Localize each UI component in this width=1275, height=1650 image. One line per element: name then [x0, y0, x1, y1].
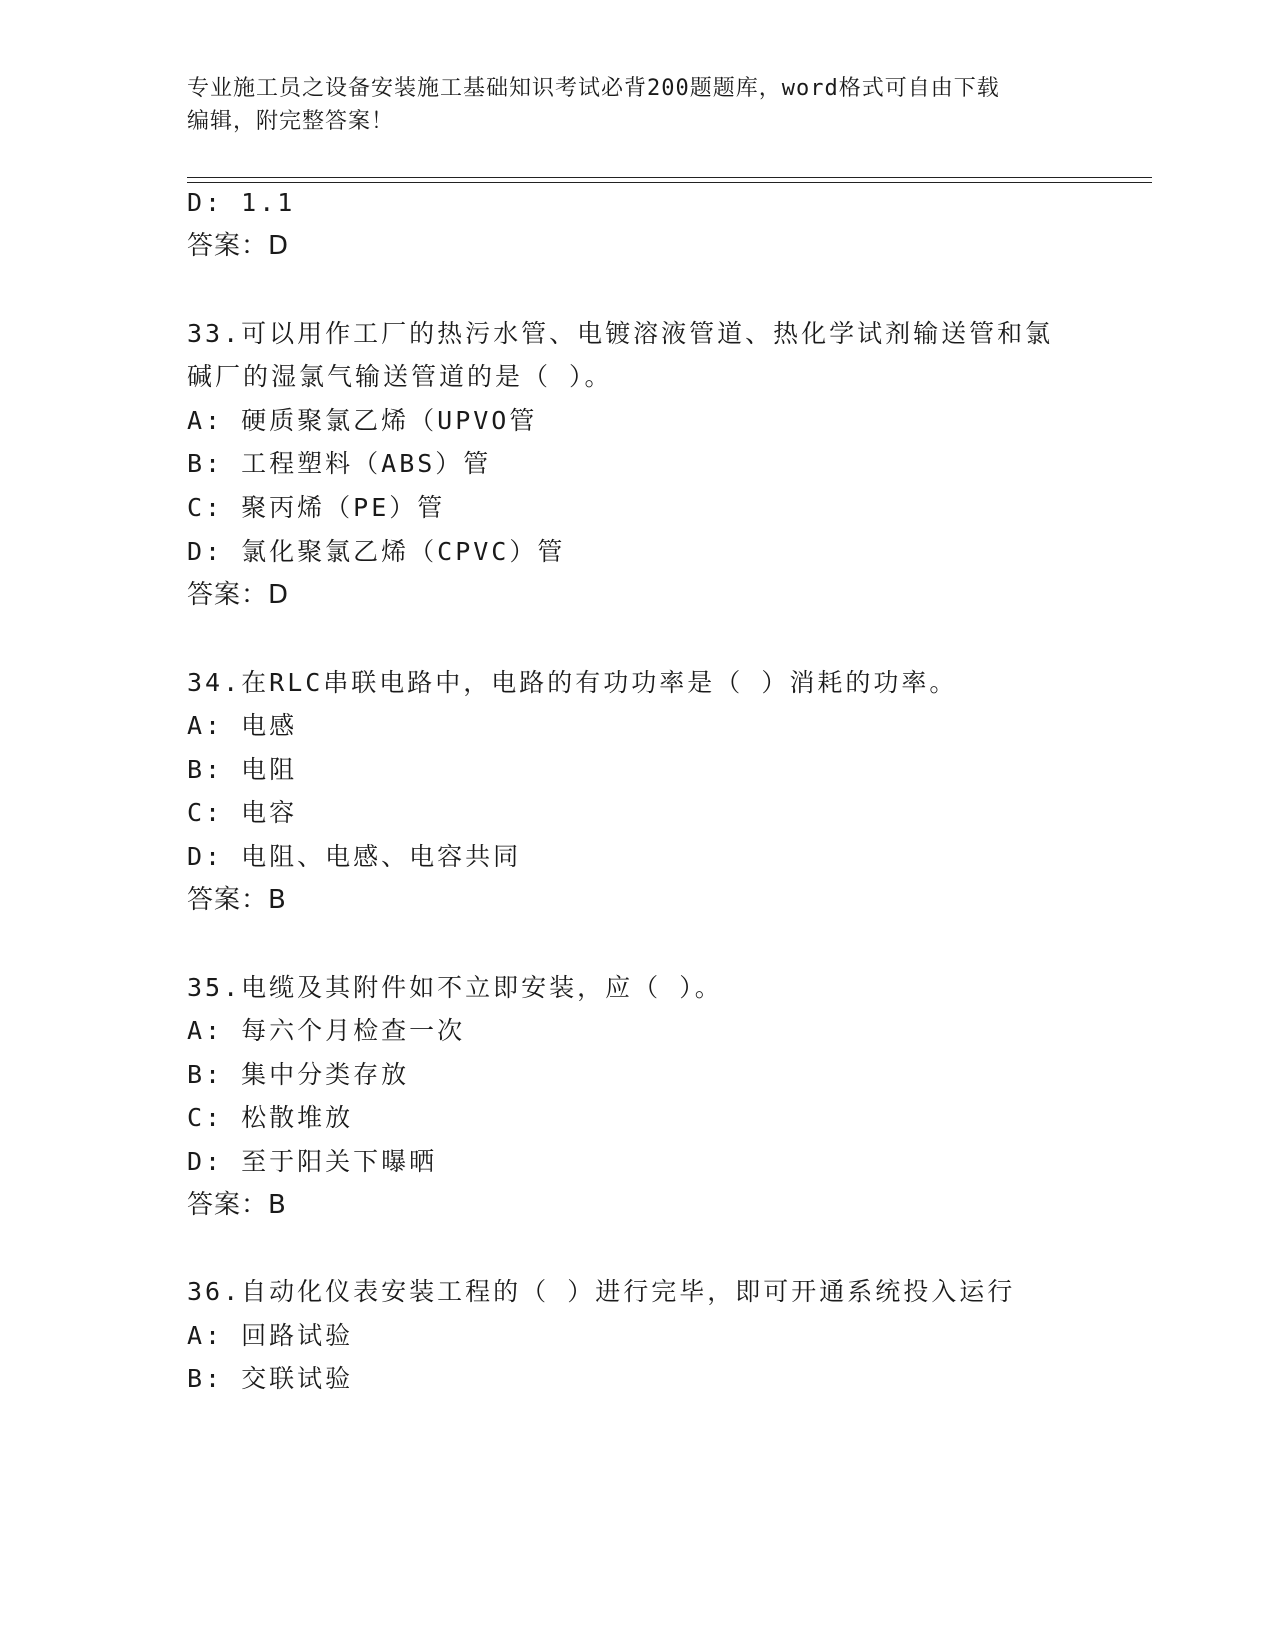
option-c: C: 松散堆放 [187, 1103, 354, 1132]
option-d: D: 至于阳关下曝晒 [187, 1147, 438, 1176]
header-divider-top [187, 177, 1152, 178]
question-stem: 36.自动化仪表安装工程的（ ）进行完毕，即可开通系统投入运行 [187, 1277, 1016, 1306]
option-b: B: 集中分类存放 [187, 1060, 410, 1089]
answer: 答案：D [187, 580, 290, 610]
option-d: D: 电阻、电感、电容共同 [187, 842, 522, 871]
header-line-2: 编辑，附完整答案！ [187, 109, 395, 134]
header-line-1: 专业施工员之设备安装施工基础知识考试必背200题题库，word格式可自由下载 [187, 76, 1000, 101]
option-d: D: 氯化聚氯乙烯（CPVC）管 [187, 537, 566, 566]
option-a: A: 电感 [187, 711, 298, 740]
option-b: B: 工程塑料（ABS）管 [187, 449, 492, 478]
prev-question-option-d: D: 1.1 [187, 188, 296, 217]
answer: 答案：B [187, 885, 287, 915]
option-a: A: 硬质聚氯乙烯（UPVO管 [187, 406, 538, 435]
option-c: C: 电容 [187, 798, 298, 827]
option-a: A: 每六个月检查一次 [187, 1016, 466, 1045]
answer: 答案：B [187, 1190, 287, 1220]
header-divider-bottom [187, 182, 1152, 183]
option-b: B: 电阻 [187, 755, 298, 784]
option-a: A: 回路试验 [187, 1321, 354, 1350]
question-stem-continued: 碱厂的湿氯气输送管道的是（ ）。 [187, 362, 613, 391]
document-header [187, 72, 1067, 138]
question-stem: 34.在RLC串联电路中，电路的有功功率是（ ）消耗的功率。 [187, 668, 958, 697]
question-stem: 33.可以用作工厂的热污水管、电镀溶液管道、热化学试剂输送管和氯 [187, 319, 1054, 348]
option-c: C: 聚丙烯（PE）管 [187, 493, 446, 522]
option-b: B: 交联试验 [187, 1364, 354, 1393]
question-stem: 35.电缆及其附件如不立即安装，应（ ）。 [187, 973, 723, 1002]
prev-question-answer: 答案：D [187, 231, 290, 261]
